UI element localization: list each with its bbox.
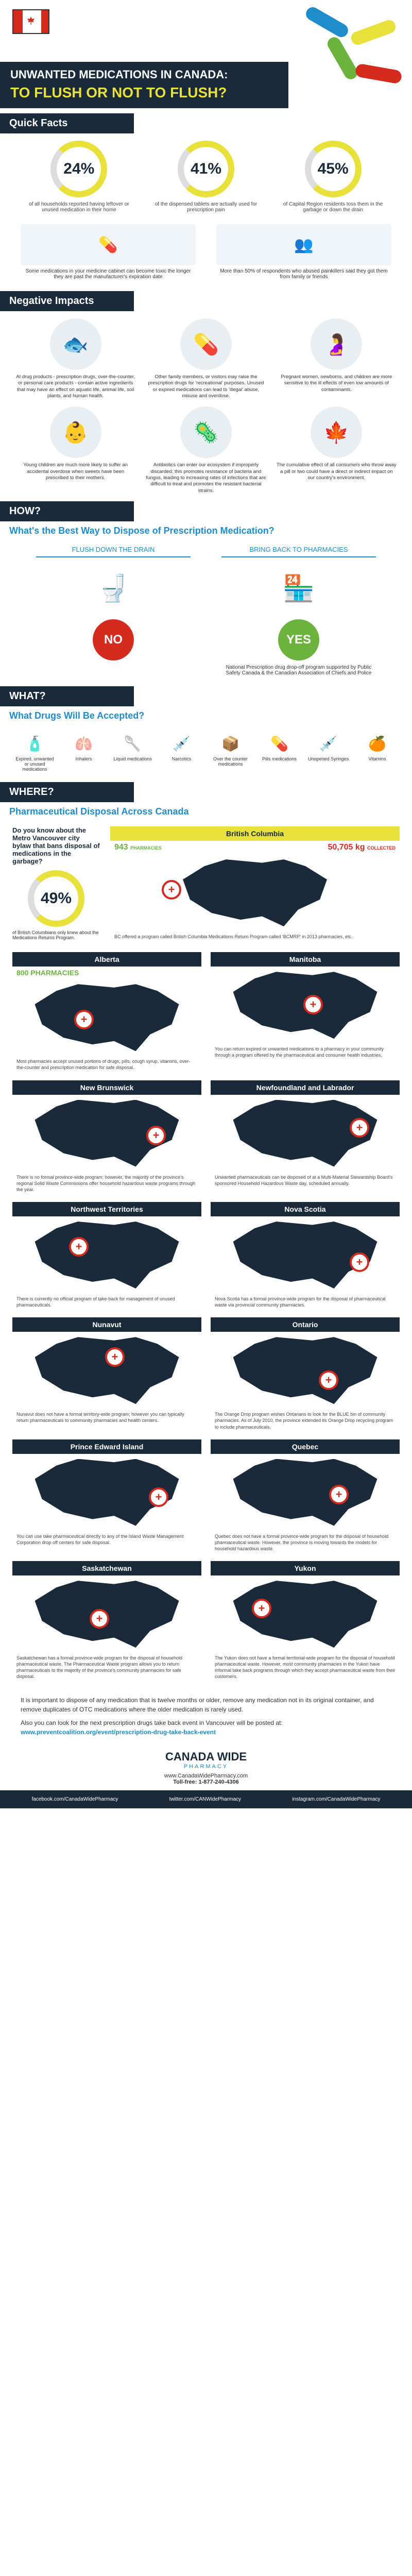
province-text: Unwanted pharmaceuticals can be disposed of at a Multi-Material Stewardship Board's sponsored Household Hazardous Waste day, scheduled annually. bbox=[215, 1174, 393, 1186]
footer-text-1: It is important to dispose of any medication that is twelve months or older, remove any medication not in its original container, and remove duplicates of OTC medications where the older medication is rarely used. bbox=[21, 1696, 374, 1713]
bottle-icon: 🧴 bbox=[26, 735, 44, 752]
accepted-item bbox=[259, 731, 300, 772]
bc-pharmacies-value: 943 bbox=[114, 843, 128, 852]
plus-pin-icon: + bbox=[350, 1118, 369, 1138]
note-text: Some medications in your medicine cabinet can become toxic the longer they are past the manufacturer's expiration date bbox=[25, 268, 191, 280]
facts-row bbox=[0, 133, 412, 220]
footer-text-2: Also you can look for the next prescription drugs take back event in Vancouver will be posted at: bbox=[21, 1719, 283, 1726]
province-bc bbox=[110, 826, 400, 942]
title-line-2: TO FLUSH OR NOT TO FLUSH? bbox=[10, 84, 227, 100]
canada-map bbox=[12, 1575, 201, 1653]
province-name: British Columbia bbox=[110, 826, 400, 841]
fact-text: of Capital Region residents toss them in the garbage or down the drain bbox=[283, 201, 383, 213]
province-alberta bbox=[12, 952, 201, 1073]
province-quebec bbox=[211, 1439, 400, 1554]
province-name: Manitoba bbox=[211, 952, 400, 967]
province-newfoundland-and-labrador bbox=[211, 1080, 400, 1195]
fact-ring: 24% bbox=[50, 141, 107, 197]
accepted-item bbox=[14, 731, 56, 772]
province-name: New Brunswick bbox=[12, 1080, 201, 1095]
bc-collected bbox=[328, 843, 396, 852]
bc-collected-value: 50,705 kg bbox=[328, 843, 365, 852]
impact-3 bbox=[277, 318, 397, 399]
canada-map bbox=[12, 1454, 201, 1531]
accepted-label: Vitamins bbox=[368, 756, 386, 762]
people-icon: 👥 bbox=[216, 224, 391, 265]
no-badge: NO bbox=[93, 619, 134, 660]
social-bar bbox=[0, 1790, 412, 1808]
pills-hand-icon: 💊 bbox=[180, 318, 232, 370]
option-flush bbox=[36, 546, 191, 676]
impacts-grid bbox=[0, 311, 412, 501]
toilet-icon: 🚽 bbox=[97, 573, 130, 603]
impact-text: The cumulative effect of all consumers who throw away a pill or two could have a direct or indirect impact on our country's environment. bbox=[276, 462, 397, 481]
plus-pin-icon: + bbox=[319, 1370, 338, 1390]
instagram-link[interactable]: instagram.com/CanadaWidePharmacy bbox=[292, 1796, 381, 1802]
vitamin-icon: 🍊 bbox=[368, 735, 386, 752]
province-ontario bbox=[211, 1317, 400, 1432]
province-text: Nova Scotia has a formal province-wide program for the disposal of pharmaceutical waste via provincial community pharmacies. bbox=[215, 1296, 386, 1308]
province-name: Northwest Territories bbox=[12, 1202, 201, 1216]
province-text: Quebec does not have a formal province-wide program for the disposal of household pharmaceutical waste. However, the province is moving towards the models for household hazardous waste. bbox=[215, 1533, 389, 1551]
canada-map bbox=[110, 854, 400, 931]
impact-6 bbox=[277, 406, 397, 494]
maple-leaf-icon: 🍁 bbox=[311, 406, 362, 458]
page-title bbox=[0, 62, 288, 108]
quick-facts-heading: Quick Facts bbox=[0, 113, 134, 133]
fact-ring: 45% bbox=[305, 141, 362, 197]
plus-pin-icon: + bbox=[69, 1237, 89, 1257]
canada-map bbox=[211, 967, 400, 1044]
province-new-brunswick bbox=[12, 1080, 201, 1195]
otc-icon: 📦 bbox=[221, 735, 239, 752]
province-name: Ontario bbox=[211, 1317, 400, 1332]
province-saskatchewan bbox=[12, 1561, 201, 1682]
plus-pin-icon: + bbox=[146, 1126, 166, 1145]
where-heading: WHERE? bbox=[0, 782, 134, 802]
accepted-item bbox=[210, 731, 251, 772]
bc-percent: 49% bbox=[28, 870, 84, 927]
plus-pin-icon: + bbox=[252, 1599, 271, 1618]
accepted-label: Unopened Syringes bbox=[307, 756, 349, 762]
pharmacy-icon: 🏪 bbox=[282, 573, 315, 603]
province-text: Most pharmacies accept unused portions of drugs, pills, cough syrup, vitamins, over-the-counter and prescription medication for safe disposal. bbox=[16, 1059, 191, 1071]
impact-2 bbox=[146, 318, 266, 399]
fact-notes bbox=[0, 220, 412, 284]
water-icon: 🐟 bbox=[50, 318, 101, 370]
province-text: There is no formal province-wide program; however, the majority of the province's regional Solid Waste Commissions offer household hazardous waste programs through the year. bbox=[16, 1174, 196, 1192]
province-text: The Orange Drop program wishes Ontarians to look for the BLUE bin of community pharmacies. As of July 2010, the province extended its Orange Drop recycling program to include pharmaceuticals. bbox=[215, 1412, 393, 1430]
note-1 bbox=[21, 224, 196, 280]
hero bbox=[0, 0, 412, 113]
province-yukon bbox=[211, 1561, 400, 1682]
canada-map bbox=[211, 1575, 400, 1653]
impact-text: Antibiotics can enter our ecosystem if improperly discarded; this promotes resistance of bacteria and fungus, leading to increasing rates of infections that are difficult to treat and promotes the resistant bacterial strains. bbox=[146, 462, 266, 494]
impact-text: Pregnant women, newborns, and children are more sensitive to the ill effects of even low amounts of contaminants. bbox=[281, 374, 392, 393]
impacts-heading: Negative Impacts bbox=[0, 291, 134, 311]
plus-pin-icon: + bbox=[162, 880, 181, 900]
plus-pin-icon: + bbox=[74, 1010, 94, 1029]
plus-pin-icon: + bbox=[149, 1487, 168, 1507]
province-text: Saskatchewan has a formal province-wide program for the disposal of household pharmaceutical waste. The Pharmaceutical Waste program allows you to return pharmaceuticals to the majority of the province's community pharmacies for safe disposal. bbox=[16, 1655, 183, 1680]
canada-map bbox=[12, 1332, 201, 1409]
canada-map bbox=[211, 1454, 400, 1531]
pregnant-icon: 🤰 bbox=[311, 318, 362, 370]
province-northwest-territories bbox=[12, 1202, 201, 1310]
canada-map bbox=[211, 1216, 400, 1294]
impact-text: Young children are much more likely to suffer an accidental overdose when sweets have been prescribed to their mothers. bbox=[23, 462, 128, 481]
fact-1 bbox=[27, 141, 130, 213]
fact-text: of all households reported having leftover or unused medication in their home bbox=[29, 201, 129, 213]
canada-map bbox=[12, 1216, 201, 1294]
yes-badge: YES bbox=[278, 619, 319, 660]
twitter-link[interactable]: twitter.com/CANWidePharmacy bbox=[169, 1796, 242, 1802]
bc-question: Do you know about the Metro Vancouver city bylaw that bans disposal of medications in the garbage? bbox=[12, 826, 100, 866]
province-text: You can return expired or unwanted medications to a pharmacy in your community through a program offered by the pharmaceutical and consumer health industries. bbox=[215, 1046, 384, 1058]
phone: Toll-free: 1-877-240-4306 bbox=[173, 1778, 239, 1785]
canada-map bbox=[12, 979, 201, 1056]
plus-pin-icon: + bbox=[329, 1485, 349, 1504]
note-text: More than 50% of respondents who abused painkillers said they got them from family or friends bbox=[220, 268, 388, 280]
accepted-label: Inhalers bbox=[75, 756, 92, 762]
province-text: The Yukon does not have a formal territorial-wide program for the disposal of household pharmaceutical waste. However, most community pharmacies in the Yukon have informal take back programs through which they accept pharmaceutical waste from their customers. bbox=[215, 1655, 396, 1680]
pills-icon bbox=[299, 10, 402, 103]
province-text: BC offered a program called British Columbia Medications Return Program called 'BCMRP' in 2013 pharmacies, etc. bbox=[114, 934, 353, 940]
how-heading: HOW? bbox=[0, 501, 134, 521]
province-nunavut bbox=[12, 1317, 201, 1432]
accepted-item bbox=[357, 731, 398, 772]
fact-ring: 41% bbox=[178, 141, 234, 197]
brand-name: CANADA WIDE bbox=[165, 1750, 247, 1763]
bc-stats bbox=[110, 841, 400, 854]
fact-3 bbox=[282, 141, 385, 213]
accepted-label: Expired, unwanted or unused medications bbox=[15, 756, 54, 772]
plus-pin-icon: + bbox=[105, 1347, 125, 1367]
province-text: You can use take pharmaceutical directly to any of the Island Waste Management Corporation drop off centers for safe disposal. bbox=[16, 1533, 184, 1545]
option-label: BRING BACK TO PHARMACIES bbox=[221, 546, 376, 557]
province-name: Alberta bbox=[12, 952, 201, 967]
province-name: Yukon bbox=[211, 1561, 400, 1575]
where-subheading: Pharmaceutical Disposal Across Canada bbox=[9, 806, 189, 817]
province-name: Prince Edward Island bbox=[12, 1439, 201, 1454]
canada-map bbox=[12, 1095, 201, 1172]
pill-icon: 💊 bbox=[270, 735, 288, 752]
bc-section bbox=[0, 821, 412, 947]
accepted-item bbox=[63, 731, 105, 772]
impact-5 bbox=[146, 406, 266, 494]
impact-text: Other family members, or visitors may raise the prescription drugs for 'recreational' purposes. Unused or expired medications can lead to 'illegal' abuse, misuse and overdose. bbox=[148, 374, 264, 399]
province-text: Nunavut does not have a formal territory-wide program; however you can typically return pharmaceuticals to community pharmacies and health centers. bbox=[16, 1412, 184, 1423]
plus-pin-icon: + bbox=[350, 1252, 369, 1272]
impact-4 bbox=[15, 406, 135, 494]
site-link[interactable]: www.CanadaWidePharmacy.com bbox=[164, 1772, 248, 1779]
province-name: Nunavut bbox=[12, 1317, 201, 1332]
bc-question-block bbox=[12, 826, 100, 942]
what-question: What Drugs Will Be Accepted? bbox=[9, 710, 145, 721]
title-line-1: UNWANTED MEDICATIONS IN CANADA: bbox=[10, 68, 228, 81]
province-name: Newfoundland and Labrador bbox=[211, 1080, 400, 1095]
accepted-list bbox=[0, 725, 412, 777]
province-name: Quebec bbox=[211, 1439, 400, 1454]
province-name: Saskatchewan bbox=[12, 1561, 201, 1575]
what-heading: WHAT? bbox=[0, 686, 134, 706]
bc-pharmacies-label: PHARMACIES bbox=[130, 845, 162, 851]
note-2 bbox=[216, 224, 391, 280]
accepted-label: Over the counter medications bbox=[213, 756, 248, 767]
bc-collected-label: COLLECTED bbox=[367, 845, 396, 851]
plus-pin-icon: + bbox=[90, 1609, 109, 1629]
medicine-cabinet-icon: 💊 bbox=[21, 224, 196, 265]
provinces-grid bbox=[0, 947, 412, 1687]
bc-percent-text: of British Columbians only knew about the Medications Returns Program. bbox=[12, 930, 99, 941]
inhaler-icon: 🫁 bbox=[75, 735, 93, 752]
canada-flag-icon bbox=[12, 9, 49, 34]
footer-url[interactable]: www.preventcoalition.org/event/prescription-drug-take-back-event bbox=[21, 1728, 216, 1736]
accepted-item bbox=[112, 731, 153, 772]
province-text: There is currently no official program of take-back for management of unused pharmaceuticals. bbox=[16, 1296, 175, 1308]
fact-text: of the dispensed tablets are actually used for prescription pain bbox=[154, 201, 258, 213]
syringe-icon: 💉 bbox=[319, 735, 337, 752]
how-question: What's the Best Way to Dispose of Prescription Medication? bbox=[9, 526, 274, 536]
accepted-label: Pills medications bbox=[262, 756, 297, 762]
province-nova-scotia bbox=[211, 1202, 400, 1310]
fact-2 bbox=[154, 141, 258, 213]
facebook-link[interactable]: facebook.com/CanadaWidePharmacy bbox=[31, 1796, 118, 1802]
accepted-label: Liquid medications bbox=[113, 756, 152, 762]
accepted-item bbox=[161, 731, 202, 772]
option-label: FLUSH DOWN THE DRAIN bbox=[36, 546, 191, 557]
child-icon: 👶 bbox=[50, 406, 101, 458]
brand-sub: PHARMACY bbox=[183, 1763, 229, 1770]
bacteria-icon: 🦠 bbox=[180, 406, 232, 458]
liquid-icon: 🥄 bbox=[124, 735, 142, 752]
how-row bbox=[0, 540, 412, 681]
brand-logo bbox=[0, 1745, 412, 1790]
canada-map bbox=[211, 1332, 400, 1409]
province-manitoba bbox=[211, 952, 400, 1073]
option-text: National Prescription drug drop-off program supported by Public Safety Canada & the Canadian Association of Chiefs and Police bbox=[226, 665, 372, 676]
impact-1 bbox=[15, 318, 135, 399]
province-prince-edward-island bbox=[12, 1439, 201, 1554]
narcotics-icon: 💉 bbox=[173, 735, 191, 752]
accepted-item bbox=[308, 731, 349, 772]
plus-pin-icon: + bbox=[303, 995, 323, 1014]
footer-text bbox=[0, 1687, 412, 1745]
canada-map bbox=[211, 1095, 400, 1172]
option-pharmacy bbox=[221, 546, 376, 676]
province-stat: 800 PHARMACIES bbox=[16, 969, 79, 977]
impact-text: At drug products - prescription drugs, over-the-counter, or personal care products - contain active ingredients that may have an effect on aquatic life, animal life, soil plants, and human health. bbox=[16, 374, 135, 399]
bc-pharmacies bbox=[114, 843, 162, 852]
province-name: Nova Scotia bbox=[211, 1202, 400, 1216]
accepted-label: Narcotics bbox=[171, 756, 192, 762]
